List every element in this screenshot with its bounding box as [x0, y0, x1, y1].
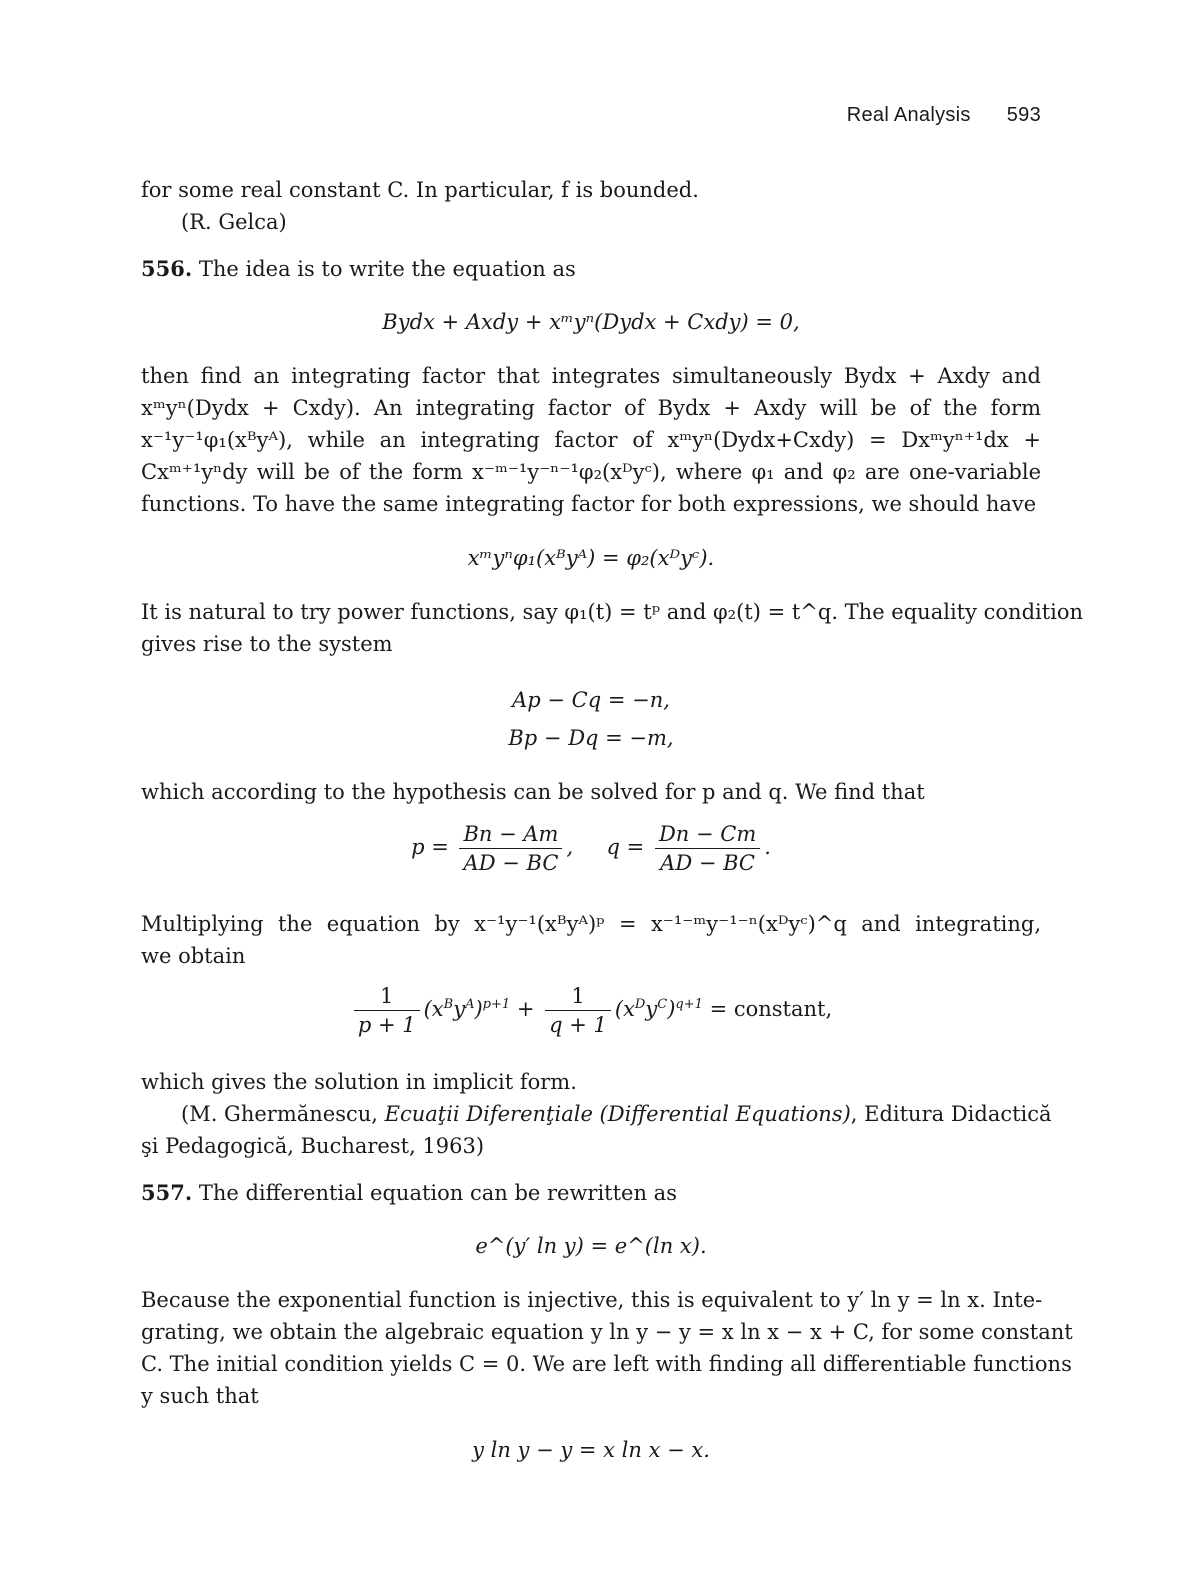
text-line: then find an integrating factor that integrates simultaneously Bydx + Axdy and	[141, 364, 1041, 388]
text-line: grating, we obtain the algebraic equation y ln y − y = x ln x − x + C, for some constant	[141, 1320, 1073, 1344]
display-equation-pq: p = $\frac{Bn - Am}{AD - BC}$ , q = $\frac{Dn - Cm}{AD - BC}$ .	[411, 822, 771, 875]
text-line: xᵐyⁿ(Dydx + Cxdy). An integrating factor of Bydx + Axdy will be of the form	[141, 396, 1041, 420]
problem-557-intro	[141, 1180, 677, 1205]
text-line: C. The initial condition yields C = 0. We are left with finding all differentiable functions	[141, 1352, 1072, 1376]
problem-number: 557.	[141, 1180, 193, 1205]
text-line: Because the exponential function is injective, this is equivalent to y′ ln y = ln x. Inte-	[141, 1288, 1043, 1312]
system-equation-1: Ap − Cq = −n,	[512, 688, 670, 712]
header-title: Real Analysis	[846, 104, 971, 126]
text-line: we obtain	[141, 944, 246, 968]
text-line: x⁻¹y⁻¹φ₁(xᴮyᴬ), while an integrating factor of xᵐyⁿ(Dydx+Cxdy) = Dxᵐyⁿ⁺¹dx +	[141, 428, 1041, 452]
display-equation: y ln y − y = x ln x − x.	[472, 1438, 710, 1462]
text-line: gives rise to the system	[141, 632, 393, 656]
attribution: (R. Gelca)	[181, 210, 287, 234]
citation-continued: şi Pedagogică, Bucharest, 1963)	[141, 1134, 485, 1158]
problem-556-intro	[141, 256, 576, 281]
fraction-q: $\frac{Dn - Cm}{AD - BC}$	[655, 822, 760, 875]
text-line: The differential equation can be rewritten as	[198, 1181, 677, 1205]
display-equation-integral: $\frac{1}{p + 1}$ $(x^By^A)^{p+1}$ + $\frac{1}{q + 1}$ $(x^Dy^C)^{q+1}$ = constant,	[141, 984, 1041, 1037]
page	[141, 0, 1084, 1586]
fraction-1-over-q: $\frac{1}{q + 1}$	[545, 984, 611, 1037]
problem-number: 556.	[141, 256, 193, 281]
text-line: functions. To have the same integrating factor for both expressions, we should have	[141, 492, 1037, 516]
citation: (M. Ghermănescu, Ecuaţii Diferenţiale (Differential Equations), Editura Didactică	[181, 1102, 1052, 1126]
display-equation: xᵐyⁿφ₁(xᴮyᴬ) = φ₂(xᴰyᶜ).	[467, 546, 715, 570]
text-line: Multiplying the equation by x⁻¹y⁻¹(xᴮyᴬ)ᵖ = x⁻¹⁻ᵐy⁻¹⁻ⁿ(xᴰyᶜ)^q and integrating,	[141, 912, 1041, 936]
text-line: for some real constant C. In particular, f is bounded.	[141, 178, 699, 202]
display-equation: e^(y′ ln y) = e^(ln x).	[475, 1234, 707, 1258]
system-equation-2: Bp − Dq = −m,	[508, 726, 674, 750]
text-line: which according to the hypothesis can be solved for p and q. We find that	[141, 780, 925, 804]
text-line: which gives the solution in implicit form.	[141, 1070, 577, 1094]
fraction-p: $\frac{Bn - Am}{AD - BC}$	[459, 822, 562, 875]
text-line: It is natural to try power functions, say φ₁(t) = tᵖ and φ₂(t) = t^q. The equality condition	[141, 600, 1084, 624]
page-number: 593	[1006, 104, 1041, 126]
display-equation: Bydx + Axdy + xᵐyⁿ(Dydx + Cxdy) = 0,	[382, 310, 800, 334]
book-title: Ecuaţii Diferenţiale (Differential Equations)	[384, 1102, 851, 1126]
text-line: The idea is to write the equation as	[198, 257, 576, 281]
running-header	[847, 104, 1041, 127]
text-line: Cxᵐ⁺¹yⁿdy will be of the form x⁻ᵐ⁻¹y⁻ⁿ⁻¹φ₂(xᴰyᶜ), where φ₁ and φ₂ are one-variable	[141, 460, 1041, 484]
fraction-1-over-p: $\frac{1}{p + 1}$	[354, 984, 420, 1037]
text-line: y such that	[141, 1384, 259, 1408]
